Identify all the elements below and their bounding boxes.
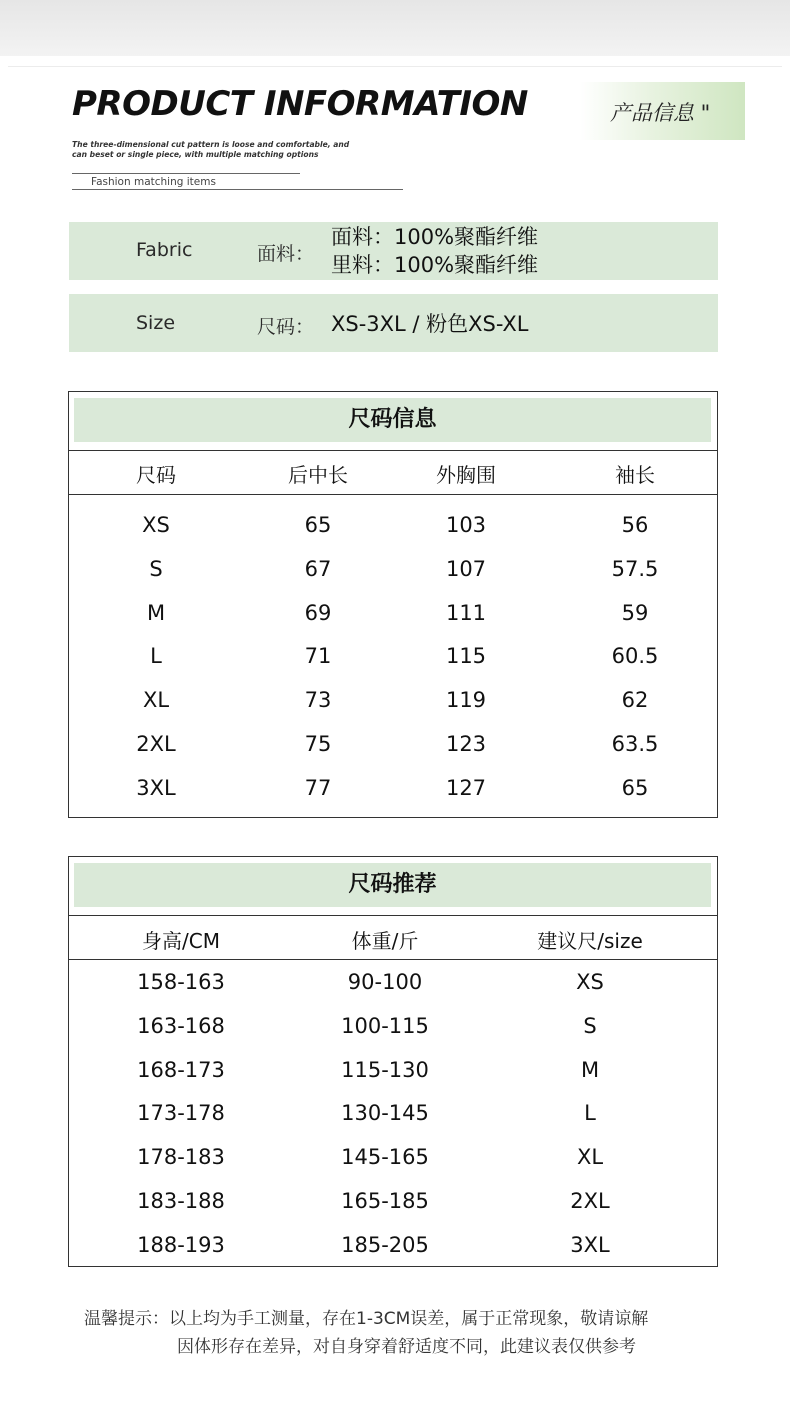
rec_table-cell: XS [576, 970, 604, 994]
fabric-value [331, 223, 538, 279]
size-info-rule-header [69, 494, 717, 495]
header-subtitle-line1: The three-dimensional cut pattern is loose and comfortable, and [72, 140, 350, 149]
rec_table-cell: 173-178 [137, 1101, 225, 1126]
rec_table-header-0: 身高/CM [142, 929, 220, 953]
size_table-cell: 107 [445, 556, 487, 581]
size_table-cell: XL [142, 688, 170, 713]
size-value: XS-3XL / 粉色XS-XL [331, 312, 529, 336]
size_table-header-3: 袖长 [615, 463, 655, 487]
header-subtitle [72, 140, 402, 160]
rec_table-cell: M [580, 1057, 600, 1082]
size_table-cell: L [150, 644, 162, 669]
rec_table-cell: 188-193 [137, 1232, 225, 1257]
rec_table-cell: 100-115 [341, 1013, 429, 1038]
size-row [69, 294, 718, 352]
size_table-header-0: 尺码 [136, 463, 176, 487]
rec_table-header-2: 建议尺/size [537, 929, 643, 953]
size-info-table [68, 391, 718, 818]
header-rule-short [72, 173, 300, 174]
size_table-cell: S [149, 556, 163, 581]
size_table-cell: 123 [445, 732, 487, 756]
size_table-header-1: 后中长 [288, 463, 348, 487]
footer-note [84, 1305, 648, 1361]
size_table-cell: 62 [621, 688, 649, 713]
rec_table-cell: 165-185 [341, 1189, 429, 1213]
size_table-cell: 57.5 [611, 556, 659, 581]
rec_table-cell: 2XL [570, 1189, 610, 1213]
footer-note-line2: 因体形存在差异，对自身穿着舒适度不同，此建议表仅供参考 [177, 1337, 636, 1357]
rec_table-cell: 145-165 [341, 1145, 429, 1170]
size_table-cell: 65 [304, 513, 332, 537]
header-subtitle-line2: can beset or single piece, with multiple matching options [72, 150, 319, 159]
rec_table-cell: 163-168 [137, 1013, 225, 1038]
fabric-row [69, 222, 718, 280]
size_table-cell: 103 [445, 513, 487, 537]
size-recommend-title: 尺码推荐 [74, 863, 711, 907]
size_table-cell: 115 [445, 644, 487, 669]
size_table-cell: 60.5 [611, 644, 659, 669]
top-banner [0, 0, 790, 56]
size_table-cell: 69 [304, 600, 332, 625]
size-recommend-rule-top [69, 915, 717, 916]
rec_table-cell: 168-173 [137, 1057, 225, 1082]
size_table-header-2: 外胸围 [436, 463, 496, 487]
title-badge-label: 产品信息 " [610, 101, 711, 125]
header-rule-long [72, 189, 403, 190]
size_table-cell: 3XL [136, 775, 176, 800]
rec_table-cell: 185-205 [341, 1232, 429, 1257]
top-divider [8, 66, 782, 67]
size-label-en: Size [136, 312, 176, 334]
rec_table-cell: 130-145 [341, 1101, 429, 1126]
rec_table-cell: L [584, 1101, 596, 1126]
size_table-cell: 71 [304, 644, 332, 669]
fabric-outer: 面料：100%聚酯纤维 [331, 225, 539, 249]
size_table-cell: 67 [304, 556, 332, 581]
size_table-cell: 127 [445, 775, 487, 800]
size_table-cell: 75 [304, 732, 332, 756]
rec_table-cell: 178-183 [137, 1145, 225, 1170]
rec_table-cell: 3XL [570, 1232, 610, 1257]
fabric-lining: 里料：100%聚酯纤维 [331, 253, 539, 277]
size-info-rule-top [69, 450, 717, 451]
rec_table-cell: 158-163 [137, 970, 225, 994]
size_table-cell: 73 [304, 688, 332, 713]
size_table-cell: 77 [304, 775, 332, 800]
rec_table-cell: 183-188 [137, 1189, 225, 1213]
footer-note-line1: 温馨提示：以上均为手工测量，存在1-3CM误差，属于正常现象，敬请谅解 [84, 1309, 649, 1329]
size_table-cell: M [146, 600, 166, 625]
size_table-cell: 119 [445, 688, 487, 713]
rec_table-cell: S [583, 1013, 597, 1038]
rec_table-header-1: 体重/斤 [351, 929, 419, 953]
size_table-cell: 63.5 [611, 732, 659, 756]
size_table-cell: 2XL [136, 732, 176, 756]
page-title: PRODUCT INFORMATION [72, 84, 528, 124]
size_table-cell: 56 [621, 513, 649, 537]
size_table-cell: 111 [445, 600, 487, 625]
size-label-cn: 尺码： [257, 316, 315, 338]
size-recommend-rule-header [69, 959, 717, 960]
rec_table-cell: 115-130 [341, 1057, 429, 1082]
fabric-label-cn: 面料： [257, 243, 315, 265]
title-badge [580, 82, 745, 140]
size-recommend-table [68, 856, 718, 1267]
rec_table-cell: 90-100 [347, 970, 423, 994]
size_table-cell: 59 [621, 600, 649, 625]
size_table-cell: XS [142, 513, 170, 537]
size_table-cell: 65 [621, 775, 649, 800]
size-info-title: 尺码信息 [74, 398, 711, 442]
rec_table-cell: XL [576, 1145, 604, 1170]
fabric-label-en: Fabric [136, 239, 193, 261]
fashion-caption: Fashion matching items [91, 176, 216, 188]
